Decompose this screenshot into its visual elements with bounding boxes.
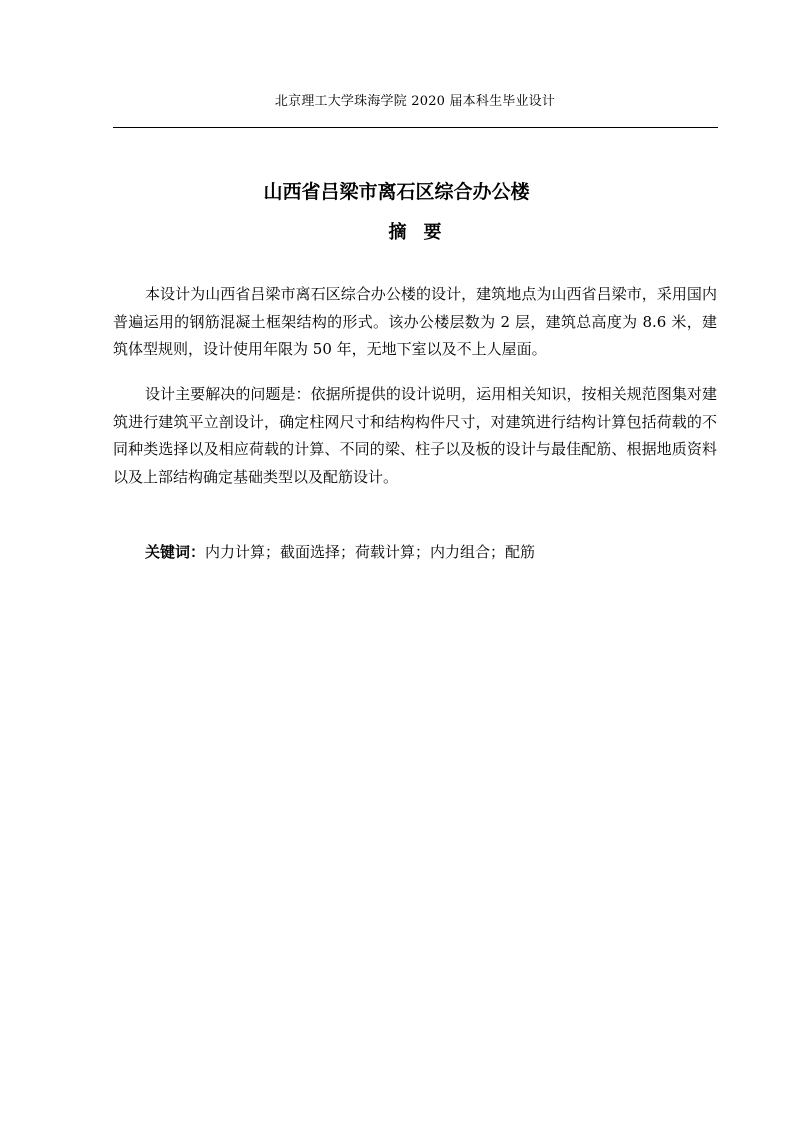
abstract-paragraph-2: 设计主要解决的问题是：依据所提供的设计说明，运用相关知识，按相关规范图集对建筑进行建筑平立剖设计，确定柱网尺寸和结构构件尺寸，对建筑进行结构计算包括荷载的不同种类选择以及相应荷载的计算、不同的梁、柱子以及板的设计与最佳配筋、根据地质资料以及上部结构确定基础类型以及配筋设计。 — [113, 385, 717, 486]
keywords-line — [145, 539, 717, 566]
abstract-paragraph-1: 本设计为山西省吕梁市离石区综合办公楼的设计，建筑地点为山西省吕梁市，采用国内普遍运用的钢筋混凝土框架结构的形式。该办公楼层数为 2 层，建筑总高度为 8.6 米，建筑体型规则，设计使用年限为 50 年，无地下室以及不上人屋面。 — [113, 285, 717, 358]
document-title: 山西省吕梁市离石区综合办公楼 — [263, 181, 530, 203]
abstract-heading: 摘要 — [388, 222, 459, 243]
keywords-label: 关键词： — [145, 543, 206, 561]
keywords-text: 内力计算；截面选择；荷载计算；内力组合；配筋 — [205, 543, 536, 561]
running-header: 北京理工大学珠海学院 2020 届本科生毕业设计 — [274, 94, 556, 109]
header-divider — [113, 127, 718, 128]
